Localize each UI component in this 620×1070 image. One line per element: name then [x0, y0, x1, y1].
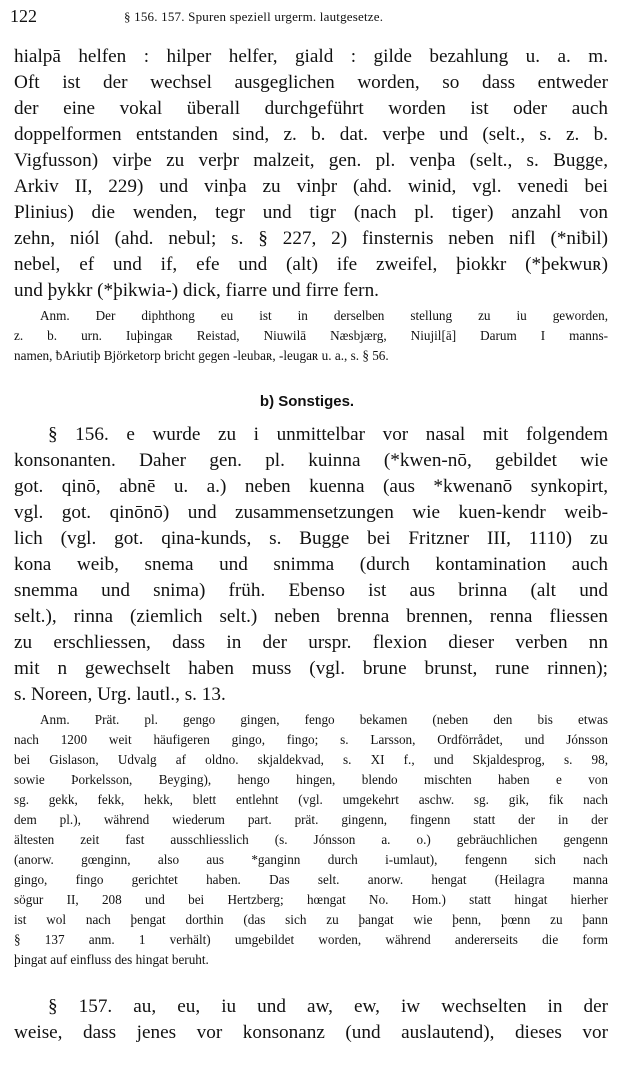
text-line: weise, dass jenes vor konsonanz (und auslautend), dieses vor	[14, 1022, 608, 1043]
text-line: vgl. got. qinōnō) und zusammensetzungen wie kuen-kendr weib-	[14, 502, 608, 523]
text-line: nebel, ef und if, efe und (alt) ife zweifel, þiokkr (*þekwuʀ)	[14, 254, 608, 275]
text-line: Arkiv II, 229) und vinþa zu vinþr (ahd. winid, vgl. venedi bei	[14, 176, 608, 197]
text-line: zu erschliessen, dass in der urspr. flexion dieser verben nn	[14, 632, 608, 653]
note-line: sögur II, 208 und bei Hertzberg; hœngat No. Hom.) statt hingat hierher	[14, 892, 608, 907]
section-heading: b) Sonstiges.	[259, 393, 355, 410]
note-line: (anorw. gœnginn, also aus *ganginn durch i-umlaut), fengenn sich nach	[14, 852, 608, 867]
text-line: Oft ist der wechsel ausgeglichen worden, so dass entweder	[14, 72, 608, 93]
note-line: dem pl.), während wiederum part. prät. gingenn, fingenn statt der in der	[14, 812, 608, 827]
note-line: nach 1200 weit häufigeren gingo, fingo; s. Larsson, Ordförrådet, und Jónsson	[14, 732, 608, 747]
text-line: lich (vgl. got. qina-kunds, s. Bugge bei Fritzner III, 1110) zu	[14, 528, 608, 549]
text-line: konsonanten. Daher gen. pl. kuinna (*kwen-nō, gebildet wie	[14, 450, 608, 471]
text-line: hialpā helfen : hilper helfer, giald : gilde bezahlung u. a. m.	[14, 46, 608, 67]
text-line: Plinius) die wenden, tegr und tigr (nach pl. tiger) anzahl von	[14, 202, 608, 223]
text-line: und þykkr (*þikwia-) dick, fiarre und firre fern.	[14, 280, 379, 301]
text-line: doppelformen entstanden sind, z. b. dat. verþe und (selt., s. z. b.	[14, 124, 608, 145]
text-line: § 157. au, eu, iu und aw, ew, iw wechselten in der	[48, 996, 608, 1017]
note-line: bei Gislason, Udvalg af oldno. skjaldekvad, s. XI f., und Skjaldesprog, s. 98,	[14, 752, 608, 767]
note-line: gingo, fingo gerichtet haben. Das selt. anorw. hengat (Heilagra manna	[14, 872, 608, 887]
text-line: selt.), rinna (ziemlich selt.) neben brenna brennen, renna fliessen	[14, 606, 608, 627]
text-line: mit n gewechselt haben muss (vgl. brune brunst, rune rinnen);	[14, 658, 608, 679]
note-line: sowie Þorkelsson, Beyging), hengo hingen, blendo mischten haben e von	[14, 772, 608, 787]
note-line: § 137 anm. 1 verhält) umgebildet worden, während andererseits die form	[14, 932, 608, 947]
text-line: snemma und snima) früh. Ebenso ist aus brinna (alt und	[14, 580, 608, 601]
note-line: ältesten zeit fast ausschliesslich (s. Jónsson a. o.) gebräuchlichen gengenn	[14, 832, 608, 847]
page-header	[8, 6, 606, 28]
text-line: § 156. e wurde zu i unmittelbar vor nasal mit folgendem	[48, 424, 608, 445]
text-line: der eine vokal überall durchgeführt worden ist oder auch	[14, 98, 608, 119]
text-line: Vigfusson) virþe zu verþr malzeit, gen. pl. venþa (selt., s. Bugge,	[14, 150, 608, 171]
running-head: § 156. 157. Spuren speziell urgerm. lautgesetze.	[124, 9, 384, 24]
note-line: z. b. urn. Iuþingaʀ Reistad, Niuwilā Næsbjærg, Niujil[ā] Darum I manns-	[14, 328, 608, 343]
note-line: Anm. Prät. pl. gengo gingen, fengo bekamen (neben den bis etwas	[40, 712, 608, 727]
page-number: 122	[10, 6, 37, 26]
note-line: namen, ƀAriutiþ Björketorp bricht gegen -leubaʀ, -leugaʀ u. a., s. § 56.	[14, 348, 389, 363]
text-line: s. Noreen, Urg. lautl., s. 13.	[14, 684, 226, 705]
note-line: Anm. Der diphthong eu ist in derselben stellung zu iu geworden,	[40, 308, 608, 323]
note-line: sg. gekk, fekk, hekk, blett entlehnt (vgl. umgekehrt aschw. sg. gik, fik nach	[14, 792, 608, 807]
text-line: got. qinō, abnē u. a.) neben kuenna (aus *kwenanō synkopirt,	[14, 476, 608, 497]
note-line: þingat auf einfluss des hingat beruht.	[14, 952, 209, 967]
text-line: kona weib, snema und snimma (durch kontamination auch	[14, 554, 608, 575]
note-line: ist wol nach þengat dorthin (das sich zu þangat wie þenn, þœnn zu þann	[14, 912, 608, 927]
text-line: zehn, niól (ahd. nebul; s. § 227, 2) finsternis neben nifl (*niƀil)	[14, 228, 608, 249]
